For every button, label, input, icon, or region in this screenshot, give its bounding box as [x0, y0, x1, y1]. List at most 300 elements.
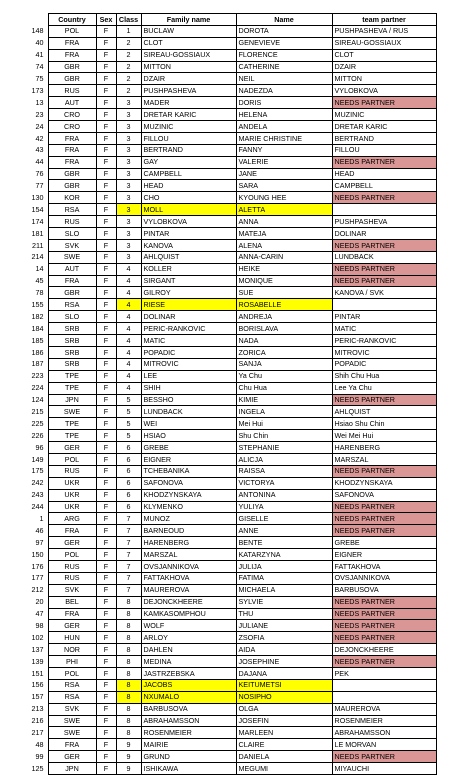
row-index: 24 [35, 121, 44, 131]
header-row [14, 14, 436, 26]
country-cell: FRA [48, 275, 96, 287]
table-row [14, 287, 436, 299]
country-cell: GER [48, 620, 96, 632]
class-cell: 3 [116, 144, 141, 156]
family-name-cell: KLYMENKO [141, 501, 236, 513]
row-index: 23 [35, 109, 44, 119]
table-row [14, 691, 436, 703]
sex-cell: F [96, 263, 116, 275]
class-cell: 7 [116, 537, 141, 549]
team-partner-cell: SAFONOVA [332, 489, 436, 501]
class-cell: 3 [116, 228, 141, 240]
name-cell: MATEJA [236, 228, 332, 240]
sex-cell: F [96, 346, 116, 358]
table-row [14, 739, 436, 751]
team-partner-cell: NEEDS PARTNER [332, 156, 436, 168]
sex-cell: F [96, 144, 116, 156]
table-row [14, 275, 436, 287]
sex-cell: F [96, 537, 116, 549]
country-cell: TPE [48, 382, 96, 394]
country-cell: SLO [48, 311, 96, 323]
team-partner-cell: NEEDS PARTNER [332, 751, 436, 763]
name-cell: NEIL [236, 73, 332, 85]
row-index: 76 [35, 169, 44, 179]
family-name-cell: MADER [141, 97, 236, 109]
table-row [14, 73, 436, 85]
name-cell: MARLEEN [236, 727, 332, 739]
row-index: 175 [31, 466, 44, 476]
country-cell: AUT [48, 97, 96, 109]
country-cell: HUN [48, 632, 96, 644]
family-name-cell: BARNEOUD [141, 525, 236, 537]
table-row [14, 418, 436, 430]
table-row [14, 632, 436, 644]
row-index: 151 [31, 668, 44, 678]
row-index: 155 [31, 299, 44, 309]
table-row [14, 703, 436, 715]
country-cell: RUS [48, 85, 96, 97]
table-row [14, 61, 436, 73]
class-cell: 5 [116, 406, 141, 418]
class-cell: 3 [116, 251, 141, 263]
team-partner-cell: MATIC [332, 323, 436, 335]
row-index: 184 [31, 323, 44, 333]
name-cell: VICTORYA [236, 477, 332, 489]
table-row [14, 513, 436, 525]
name-cell: Chu Hua [236, 382, 332, 394]
family-name-cell: JACOBS [141, 679, 236, 691]
family-name-cell: BARBUSOVA [141, 703, 236, 715]
class-cell: 6 [116, 453, 141, 465]
name-cell: INGELA [236, 406, 332, 418]
name-cell: HEIKE [236, 263, 332, 275]
table-row [14, 168, 436, 180]
name-cell: KYOUNG HEE [236, 192, 332, 204]
sex-cell: F [96, 192, 116, 204]
team-partner-cell: EIGNER [332, 549, 436, 561]
country-cell: SVK [48, 584, 96, 596]
table-row [14, 465, 436, 477]
class-cell: 6 [116, 489, 141, 501]
family-name-cell: KANOVA [141, 239, 236, 251]
sex-cell: F [96, 251, 116, 263]
sex-cell: F [96, 61, 116, 73]
sex-cell: F [96, 216, 116, 228]
name-cell: GISELLE [236, 513, 332, 525]
name-cell: Ya Chu [236, 370, 332, 382]
country-cell: TPE [48, 418, 96, 430]
name-cell: DORIS [236, 97, 332, 109]
team-partner-cell: FATTAKHOVA [332, 560, 436, 572]
name-cell: BENTE [236, 537, 332, 549]
team-partner-cell: LE MORVAN [332, 739, 436, 751]
class-cell: 8 [116, 715, 141, 727]
table-row [14, 382, 436, 394]
sex-cell: F [96, 97, 116, 109]
table-row [14, 644, 436, 656]
header-index [14, 14, 48, 26]
team-partner-cell: NEEDS PARTNER [332, 465, 436, 477]
row-index: 216 [31, 716, 44, 726]
country-cell: SWE [48, 251, 96, 263]
team-partner-cell: MIYAUCHI [332, 763, 436, 775]
country-cell: BEL [48, 596, 96, 608]
family-name-cell: TCHEBANIKA [141, 465, 236, 477]
name-cell: ANNA [236, 216, 332, 228]
class-cell: 8 [116, 608, 141, 620]
country-cell: UKR [48, 477, 96, 489]
team-partner-cell: Wei Mei Hui [332, 430, 436, 442]
class-cell: 3 [116, 97, 141, 109]
sex-cell: F [96, 715, 116, 727]
class-cell: 2 [116, 49, 141, 61]
table-row [14, 679, 436, 691]
header-sex: Sex [96, 14, 116, 26]
sex-cell: F [96, 406, 116, 418]
family-name-cell: CLOT [141, 37, 236, 49]
class-cell: 7 [116, 584, 141, 596]
sex-cell: F [96, 73, 116, 85]
row-index: 130 [31, 192, 44, 202]
table-row [14, 204, 436, 216]
country-cell: SRB [48, 346, 96, 358]
name-cell: YULIYA [236, 501, 332, 513]
sex-cell: F [96, 667, 116, 679]
country-cell: RUS [48, 560, 96, 572]
table-row [14, 180, 436, 192]
family-name-cell: MAIRIE [141, 739, 236, 751]
sex-cell: F [96, 49, 116, 61]
class-cell: 4 [116, 335, 141, 347]
sex-cell: F [96, 453, 116, 465]
class-cell: 2 [116, 73, 141, 85]
family-name-cell: ISHIKAWA [141, 763, 236, 775]
row-index: 20 [35, 597, 44, 607]
row-index: 125 [31, 763, 44, 773]
class-cell: 4 [116, 382, 141, 394]
class-cell: 4 [116, 287, 141, 299]
sex-cell: F [96, 228, 116, 240]
name-cell: NADEZDA [236, 85, 332, 97]
team-partner-cell: NEEDS PARTNER [332, 656, 436, 668]
family-name-cell: AHLQUIST [141, 251, 236, 263]
name-cell: ALENA [236, 239, 332, 251]
row-index: 176 [31, 561, 44, 571]
class-cell: 8 [116, 727, 141, 739]
sex-cell: F [96, 679, 116, 691]
family-name-cell: KOLLER [141, 263, 236, 275]
family-name-cell: VYLOBKOVA [141, 216, 236, 228]
row-index: 139 [31, 656, 44, 666]
team-partner-cell: HEAD [332, 168, 436, 180]
team-partner-cell: HARENBERG [332, 442, 436, 454]
sex-cell: F [96, 394, 116, 406]
table-row [14, 608, 436, 620]
table-row [14, 763, 436, 775]
table-row [14, 501, 436, 513]
team-partner-cell: NEEDS PARTNER [332, 263, 436, 275]
table-row [14, 263, 436, 275]
name-cell: MICHAELA [236, 584, 332, 596]
sex-cell: F [96, 727, 116, 739]
country-cell: SVK [48, 239, 96, 251]
family-name-cell: OVSJANNIKOVA [141, 560, 236, 572]
family-name-cell: CAMPBELL [141, 168, 236, 180]
sex-cell: F [96, 335, 116, 347]
family-name-cell: HSIAO [141, 430, 236, 442]
team-partner-cell: KANOVA / SVK [332, 287, 436, 299]
family-name-cell: NXUMALO [141, 691, 236, 703]
table-row [14, 85, 436, 97]
class-cell: 4 [116, 323, 141, 335]
class-cell: 3 [116, 216, 141, 228]
country-cell: GER [48, 442, 96, 454]
team-partner-cell: MITROVIC [332, 346, 436, 358]
class-cell: 8 [116, 656, 141, 668]
name-cell: GENEVIEVE [236, 37, 332, 49]
players-table [14, 13, 437, 775]
table-row [14, 549, 436, 561]
name-cell: JOSEPHINE [236, 656, 332, 668]
table-row [14, 346, 436, 358]
team-partner-cell: SIREAU-GOSSIAUX [332, 37, 436, 49]
table-row [14, 751, 436, 763]
country-cell: FRA [48, 525, 96, 537]
class-cell: 9 [116, 751, 141, 763]
team-partner-cell: NEEDS PARTNER [332, 513, 436, 525]
table-row [14, 715, 436, 727]
table-row [14, 251, 436, 263]
name-cell: HELENA [236, 109, 332, 121]
family-name-cell: MEDINA [141, 656, 236, 668]
family-name-cell: DOLINAR [141, 311, 236, 323]
country-cell: RSA [48, 679, 96, 691]
class-cell: 4 [116, 275, 141, 287]
sex-cell: F [96, 477, 116, 489]
family-name-cell: FATTAKHOVA [141, 572, 236, 584]
name-cell: Shu Chin [236, 430, 332, 442]
sex-cell: F [96, 656, 116, 668]
table-row [14, 667, 436, 679]
class-cell: 7 [116, 572, 141, 584]
country-cell: FRA [48, 37, 96, 49]
team-partner-cell [332, 204, 436, 216]
team-partner-cell: PUSHPASHEVA [332, 216, 436, 228]
team-partner-cell: PERIC-RANKOVIC [332, 335, 436, 347]
country-cell: RSA [48, 204, 96, 216]
family-name-cell: LEE [141, 370, 236, 382]
sex-cell: F [96, 513, 116, 525]
class-cell: 3 [116, 204, 141, 216]
row-index: 40 [35, 38, 44, 48]
team-partner-cell: NEEDS PARTNER [332, 608, 436, 620]
table-row [14, 311, 436, 323]
sex-cell: F [96, 560, 116, 572]
name-cell: ANDELA [236, 121, 332, 133]
row-index: 42 [35, 133, 44, 143]
class-cell: 3 [116, 180, 141, 192]
class-cell: 7 [116, 513, 141, 525]
family-name-cell: LUNDBACK [141, 406, 236, 418]
row-index: 157 [31, 692, 44, 702]
name-cell: MEGUMI [236, 763, 332, 775]
country-cell: NOR [48, 644, 96, 656]
row-index: 182 [31, 311, 44, 321]
row-index: 99 [35, 751, 44, 761]
name-cell: KEITUMETSI [236, 679, 332, 691]
class-cell: 4 [116, 263, 141, 275]
sex-cell: F [96, 596, 116, 608]
family-name-cell: SAFONOVA [141, 477, 236, 489]
name-cell: DAJANA [236, 667, 332, 679]
class-cell: 3 [116, 192, 141, 204]
sex-cell: F [96, 168, 116, 180]
country-cell: FRA [48, 49, 96, 61]
class-cell: 5 [116, 430, 141, 442]
row-index: 211 [32, 240, 44, 250]
name-cell: JULIJA [236, 560, 332, 572]
class-cell: 4 [116, 311, 141, 323]
sex-cell: F [96, 132, 116, 144]
team-partner-cell: BERTRAND [332, 132, 436, 144]
class-cell: 7 [116, 560, 141, 572]
sex-cell: F [96, 525, 116, 537]
family-name-cell: DZAIR [141, 73, 236, 85]
row-index: 177 [31, 573, 44, 583]
family-name-cell: MARSZAL [141, 549, 236, 561]
family-name-cell: EIGNER [141, 453, 236, 465]
class-cell: 4 [116, 358, 141, 370]
family-name-cell: HARENBERG [141, 537, 236, 549]
table-row [14, 192, 436, 204]
name-cell: RAISSA [236, 465, 332, 477]
country-cell: GBR [48, 73, 96, 85]
class-cell: 3 [116, 109, 141, 121]
table-row [14, 370, 436, 382]
country-cell: SRB [48, 335, 96, 347]
sex-cell: F [96, 703, 116, 715]
sex-cell: F [96, 418, 116, 430]
class-cell: 2 [116, 85, 141, 97]
country-cell: POL [48, 25, 96, 37]
row-index: 225 [31, 418, 44, 428]
sex-cell: F [96, 323, 116, 335]
table-row [14, 525, 436, 537]
name-cell: MONIQUE [236, 275, 332, 287]
family-name-cell: KAMKASOMPHOU [141, 608, 236, 620]
sex-cell: F [96, 620, 116, 632]
class-cell: 3 [116, 168, 141, 180]
sex-cell: F [96, 584, 116, 596]
country-cell: GER [48, 537, 96, 549]
country-cell: FRA [48, 144, 96, 156]
class-cell: 3 [116, 239, 141, 251]
country-cell: FRA [48, 739, 96, 751]
name-cell: CLAIRE [236, 739, 332, 751]
team-partner-cell: POPADIC [332, 358, 436, 370]
row-index: 149 [31, 454, 44, 464]
family-name-cell: MATIC [141, 335, 236, 347]
family-name-cell: RIESE [141, 299, 236, 311]
team-partner-cell: DZAIR [332, 61, 436, 73]
row-index: 244 [31, 502, 44, 512]
team-partner-cell [332, 679, 436, 691]
class-cell: 8 [116, 596, 141, 608]
family-name-cell: GILROY [141, 287, 236, 299]
country-cell: CRO [48, 121, 96, 133]
name-cell: JULIANE [236, 620, 332, 632]
table-row [14, 727, 436, 739]
table-row [14, 453, 436, 465]
country-cell: RUS [48, 216, 96, 228]
name-cell: ZORICA [236, 346, 332, 358]
row-index: 14 [35, 264, 44, 274]
family-name-cell: KHODZYNSKAYA [141, 489, 236, 501]
country-cell: UKR [48, 501, 96, 513]
sex-cell: F [96, 180, 116, 192]
name-cell: ANTONINA [236, 489, 332, 501]
sex-cell: F [96, 608, 116, 620]
sex-cell: F [96, 549, 116, 561]
class-cell: 6 [116, 501, 141, 513]
team-partner-cell: NEEDS PARTNER [332, 620, 436, 632]
team-partner-cell: PINTAR [332, 311, 436, 323]
team-partner-cell: PEK [332, 667, 436, 679]
team-partner-cell: MUZINIC [332, 109, 436, 121]
team-partner-cell: NEEDS PARTNER [332, 596, 436, 608]
country-cell: POL [48, 453, 96, 465]
row-index: 75 [35, 74, 44, 84]
team-partner-cell: MITTON [332, 73, 436, 85]
row-index: 212 [31, 585, 44, 595]
row-index: 97 [35, 537, 44, 547]
country-cell: GBR [48, 168, 96, 180]
family-name-cell: BERTRAND [141, 144, 236, 156]
class-cell: 8 [116, 667, 141, 679]
name-cell: ALETTA [236, 204, 332, 216]
name-cell: SYLVIE [236, 596, 332, 608]
team-partner-cell: FILLOU [332, 144, 436, 156]
team-partner-cell: NEEDS PARTNER [332, 501, 436, 513]
family-name-cell: GAY [141, 156, 236, 168]
name-cell: STEPHANIE [236, 442, 332, 454]
class-cell: 6 [116, 442, 141, 454]
class-cell: 6 [116, 477, 141, 489]
team-partner-cell: LUNDBACK [332, 251, 436, 263]
sex-cell: F [96, 430, 116, 442]
name-cell: ANDREJA [236, 311, 332, 323]
country-cell: POL [48, 549, 96, 561]
family-name-cell: SIRGANT [141, 275, 236, 287]
team-partner-cell: MAUREROVA [332, 703, 436, 715]
team-partner-cell: MARSZAL [332, 453, 436, 465]
table-row [14, 596, 436, 608]
row-index: 214 [31, 252, 44, 262]
team-partner-cell: NEEDS PARTNER [332, 192, 436, 204]
class-cell: 8 [116, 679, 141, 691]
table-row [14, 109, 436, 121]
family-name-cell: PINTAR [141, 228, 236, 240]
name-cell: NOSIPHO [236, 691, 332, 703]
country-cell: ARG [48, 513, 96, 525]
team-partner-cell: CAMPBELL [332, 180, 436, 192]
country-cell: SWE [48, 727, 96, 739]
table-row [14, 239, 436, 251]
header-family-name: Family name [141, 14, 236, 26]
sex-cell: F [96, 501, 116, 513]
country-cell: TPE [48, 370, 96, 382]
country-cell: GBR [48, 180, 96, 192]
